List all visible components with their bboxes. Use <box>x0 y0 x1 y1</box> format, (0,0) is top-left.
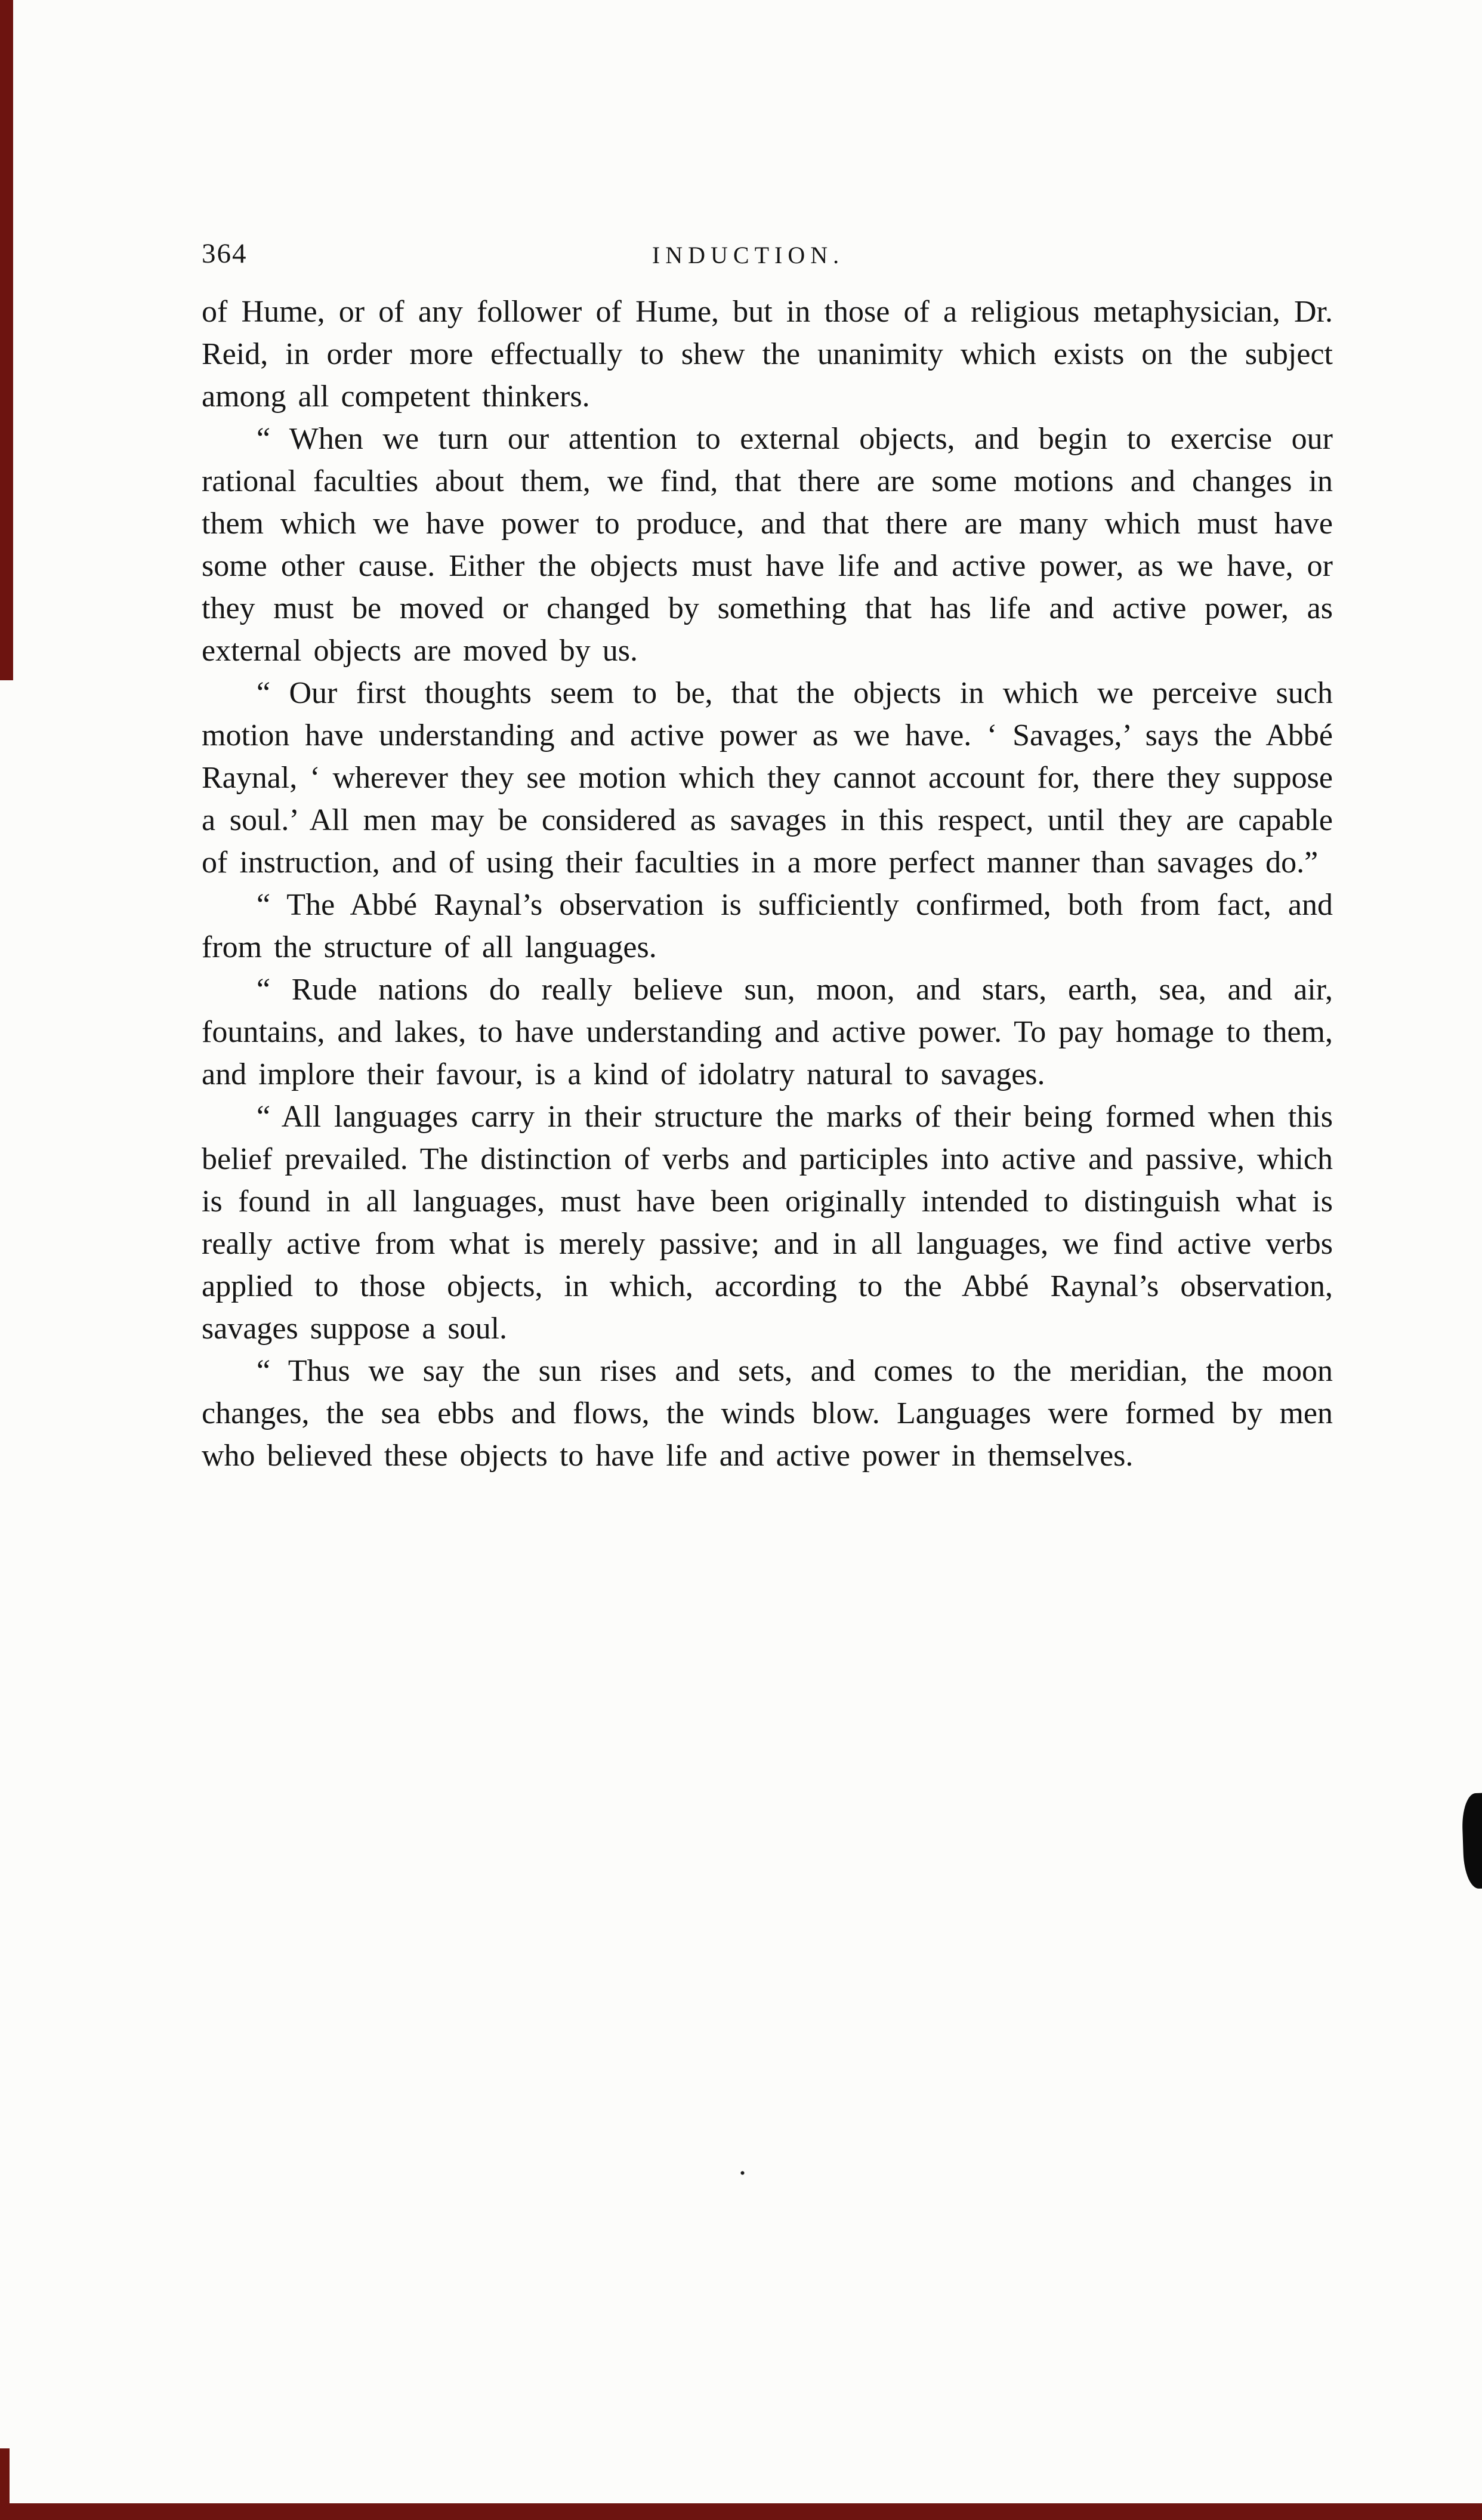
running-title: INDUCTION. <box>652 242 845 269</box>
book-edge-stripe-left-bottom <box>0 2448 10 2520</box>
page-header <box>202 237 1330 273</box>
page-number: 364 <box>202 238 248 269</box>
paragraph: “ The Abbé Raynal’s observation is sufficiently confirmed, both from fact, and from the structure of all languages. <box>202 888 1333 964</box>
paragraph: of Hume, or of any follower of Hume, but in those of a religious metaphysician, Dr. Reid, in order more effectually to shew the unanimity which exists on the subject among all competent thinkers. <box>202 295 1333 414</box>
paragraph: “ Thus we say the sun rises and sets, and comes to the meridian, the moon changes, the sea ebbs and flows, the winds blow. Languages were formed by men who believed these objects to have life and active power in themselves. <box>202 1354 1333 1473</box>
book-edge-stripe-bottom <box>0 2503 1482 2520</box>
stray-dot-mark: . <box>739 2148 746 2182</box>
paragraph: “ Rude nations do really believe sun, moon, and stars, earth, sea, and air, fountains, and lakes, to have understanding and active power. To pay homage to them, and implore their favour, is a kind of idolatry natural to savages. <box>202 973 1333 1091</box>
paragraph: “ All languages carry in their structure the marks of their being formed when this belief prevailed. The distinction of verbs and participles into active and passive, which is found in all languages, must have been originally intended to distinguish what is really active from what is merely passive; and in all languages, we find active verbs applied to those objects, in which, according to the Abbé Raynal’s observation, savages suppose a soul. <box>202 1100 1333 1346</box>
ink-blot-mark <box>1461 1793 1482 1889</box>
book-edge-stripe-left <box>0 0 13 680</box>
text-block <box>202 291 1333 1477</box>
paragraph: “ Our first thoughts seem to be, that the objects in which we perceive such motion have understanding and active power as we have. ‘ Savages,’ says the Abbé Raynal, ‘ wherever they see motion which they cannot account for, there they suppose a soul.’ All men may be considered as savages in this respect, until they are capable of instruction, and of using their faculties in a more perfect manner than savages do.” <box>202 676 1333 880</box>
paragraph: “ When we turn our attention to external objects, and begin to exercise our rational faculties about them, we find, that there are some motions and changes in them which we have power to produce, and that there are many which must have some other cause. Either the objects must have life and active power, as we have, or they must be moved or changed by something that has life and active power, as external objects are moved by us. <box>202 422 1333 668</box>
